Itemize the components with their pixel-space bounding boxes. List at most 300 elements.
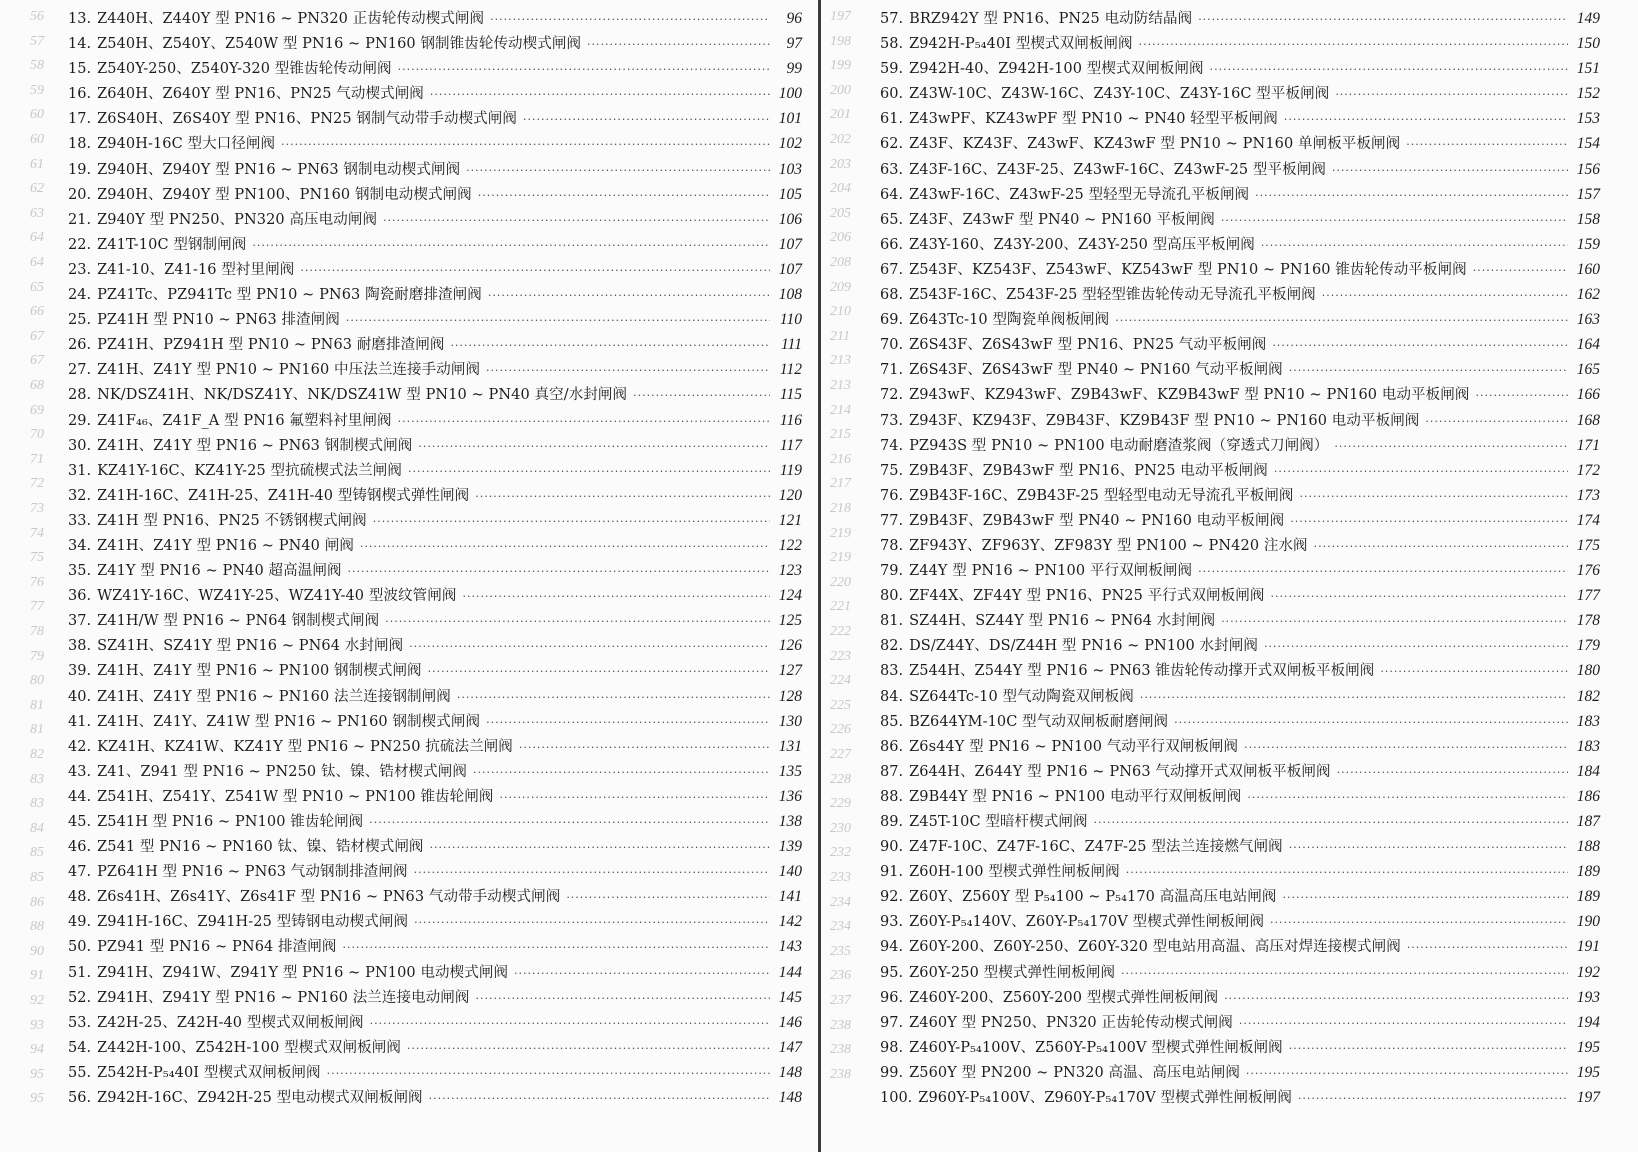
leader-dots (1140, 685, 1568, 710)
entry-title: Z41-10、Z41-16 型衬里闸阀 (97, 261, 295, 278)
leader-dots (475, 484, 770, 509)
toc-entry[interactable] (880, 81, 1600, 106)
entry-title: Z943F、KZ943F、Z9B43F、KZ9B43F 型 PN10 ~ PN160 电动平板闸阀 (909, 412, 1420, 429)
bleed-through-page-number: 76 (30, 574, 44, 590)
bleed-through-page-number: 237 (830, 993, 851, 1008)
leader-dots (1337, 760, 1568, 785)
bleed-through-page-number: 204 (830, 181, 851, 197)
entry-number: 77. (880, 512, 904, 529)
entry-page-number: 144 (778, 963, 802, 981)
toc-entry[interactable] (68, 859, 802, 884)
toc-entry[interactable] (880, 1060, 1600, 1085)
entry-title: PZ41Tc、PZ941Tc 型 PN10 ~ PN63 陶瓷耐磨排渣闸阀 (97, 287, 482, 304)
toc-entry[interactable] (68, 332, 802, 357)
toc-entry[interactable] (880, 332, 1600, 357)
entry-number: 74. (880, 437, 904, 454)
leader-dots (1283, 885, 1569, 910)
entry-page-number: 165 (1576, 361, 1600, 379)
entry-title: Z643Tc-10 型陶瓷单阀板闸阀 (909, 312, 1110, 329)
entry-number: 41. (68, 713, 92, 730)
toc-entry[interactable] (880, 1010, 1600, 1035)
entry-title: Z440H、Z440Y 型 PN16 ~ PN320 正齿轮传动楔式闸阀 (97, 11, 485, 27)
entry-title: Z44Y 型 PN16 ~ PN100 平行双闸板闸阀 (909, 563, 1193, 580)
bleed-through-page-number: 227 (830, 747, 851, 762)
toc-entry[interactable] (880, 859, 1600, 884)
toc-entry[interactable] (68, 834, 802, 859)
toc-entry[interactable] (880, 282, 1600, 307)
leader-dots (346, 308, 770, 333)
toc-entry[interactable] (68, 1010, 802, 1035)
leader-dots (418, 434, 770, 459)
entry-number: 25. (68, 312, 92, 329)
entry-number: 56. (68, 1090, 92, 1107)
entry-title: Z41H、Z41Y 型 PN16 ~ PN63 钢制楔式闸阀 (97, 437, 413, 454)
bleed-through-page-number: 221 (830, 599, 851, 615)
bleed-through-page-number: 213 (830, 353, 851, 369)
leader-dots (1247, 785, 1568, 810)
leader-dots (1335, 82, 1568, 107)
toc-entry[interactable] (68, 1060, 802, 1085)
leader-dots (1261, 233, 1568, 258)
leader-dots (1270, 584, 1568, 609)
toc-entry[interactable] (880, 709, 1600, 734)
entry-title: Z41T-10C 型钢制闸阀 (97, 236, 247, 253)
toc-entry[interactable] (880, 483, 1600, 508)
entry-title: Z41、Z941 型 PN16 ~ PN250 钛、镍、锆材楔式闸阀 (97, 763, 467, 780)
entry-page-number: 188 (1576, 838, 1600, 856)
entry-title: Z942H-P₅₄40I 型楔式双闸板闸阀 (909, 36, 1133, 53)
leader-dots (407, 1036, 770, 1061)
toc-entry[interactable] (880, 1085, 1600, 1110)
toc-entry[interactable] (68, 458, 802, 483)
bleed-through-page-number: 70 (30, 427, 44, 443)
entry-page-number: 125 (778, 612, 802, 630)
entry-number: 94. (880, 939, 904, 956)
toc-entry[interactable] (68, 433, 802, 458)
entry-title: PZ41H 型 PN10 ~ PN63 排渣闸阀 (97, 312, 340, 329)
toc-entry[interactable] (68, 307, 802, 332)
bleed-through-page-number: 95 (30, 1091, 44, 1107)
toc-entry[interactable] (880, 658, 1600, 683)
bleed-through-page-number: 201 (830, 107, 851, 123)
bleed-through-page-number: 95 (30, 1066, 44, 1082)
entry-number: 20. (68, 186, 92, 203)
toc-entry[interactable] (68, 508, 802, 533)
entry-page-number: 148 (778, 1089, 802, 1107)
toc-entry[interactable] (880, 207, 1600, 232)
entry-page-number: 116 (779, 411, 802, 429)
toc-list-right (880, 6, 1600, 1110)
bleed-through-page-number: 77 (30, 599, 44, 615)
toc-entry[interactable] (68, 759, 802, 784)
toc-entry[interactable] (880, 934, 1600, 959)
entry-number: 15. (68, 61, 92, 78)
entry-number: 55. (68, 1064, 92, 1081)
entry-page-number: 164 (1576, 336, 1600, 354)
toc-entry[interactable] (68, 131, 802, 156)
leader-dots (486, 358, 770, 383)
leader-dots (428, 659, 770, 684)
entry-title: Z43W-10C、Z43W-16C、Z43Y-10C、Z43Y-16C 型平板闸阀 (909, 86, 1330, 103)
bleed-through-page-number: 92 (30, 993, 44, 1008)
bleed-through-page-number: 85 (30, 870, 44, 885)
entry-number: 83. (880, 663, 904, 680)
toc-entry[interactable] (880, 6, 1600, 31)
leader-dots (429, 1086, 770, 1111)
entry-title: Z41H、Z41Y 型 PN16 ~ PN100 钢制楔式闸阀 (97, 663, 422, 680)
leader-dots (473, 760, 770, 785)
entry-number: 61. (880, 111, 904, 128)
entry-title: Z540Y-250、Z540Y-320 型锥齿轮传动闸阀 (97, 61, 392, 78)
entry-number: 100. (880, 1090, 913, 1107)
toc-entry[interactable] (880, 56, 1600, 81)
entry-number: 81. (880, 613, 904, 630)
entry-number: 71. (880, 362, 904, 379)
entry-title: Z941H-16C、Z941H-25 型铸钢电动楔式闸阀 (97, 914, 409, 931)
toc-entry[interactable] (68, 934, 802, 959)
entry-number: 90. (880, 839, 904, 856)
leader-dots (1255, 183, 1568, 208)
bleed-through-page-number: 85 (30, 845, 44, 861)
toc-entry[interactable] (880, 734, 1600, 759)
leader-dots (587, 32, 770, 57)
entry-number: 86. (880, 738, 904, 755)
entry-page-number: 142 (778, 913, 802, 931)
entry-number: 91. (880, 864, 904, 881)
toc-entry[interactable] (68, 232, 802, 257)
toc-entry[interactable] (68, 909, 802, 934)
entry-number: 47. (68, 864, 92, 881)
bleed-through-page-number: 220 (830, 574, 851, 590)
toc-entry[interactable] (68, 658, 802, 683)
toc-entry[interactable] (880, 458, 1600, 483)
leader-dots (499, 785, 770, 810)
toc-entry[interactable] (880, 759, 1600, 784)
toc-entry[interactable] (880, 633, 1600, 658)
entry-number: 69. (880, 312, 904, 329)
entry-page-number: 151 (1576, 60, 1600, 78)
toc-entry[interactable] (68, 809, 802, 834)
leader-dots (514, 961, 770, 986)
toc-entry[interactable] (880, 157, 1600, 182)
entry-page-number: 189 (1576, 863, 1600, 881)
entry-title: Z544H、Z544Y 型 PN16 ~ PN63 锥齿轮传动撑开式双闸板平板闸阀 (909, 663, 1375, 680)
entry-title: Z940H-16C 型大口径闸阀 (97, 136, 276, 153)
toc-entry[interactable] (880, 909, 1600, 934)
entry-number: 82. (880, 638, 904, 655)
entry-page-number: 192 (1576, 963, 1600, 981)
leader-dots (1094, 810, 1568, 835)
entry-page-number: 179 (1576, 637, 1600, 655)
leader-dots (348, 559, 770, 584)
entry-title: Z43F、Z43wF 型 PN40 ~ PN160 平板闸阀 (909, 211, 1215, 228)
entry-page-number: 122 (778, 536, 802, 554)
toc-list-left (68, 6, 802, 1110)
entry-title: Z542H-P₅₄40I 型楔式双闸板闸阀 (97, 1064, 321, 1081)
leader-dots (523, 107, 770, 132)
bleed-through-page-number: 215 (830, 427, 851, 443)
entry-page-number: 123 (778, 562, 802, 580)
entry-title: PZ641H 型 PN16 ~ PN63 气动钢制排渣闸阀 (97, 864, 408, 881)
entry-title: Z9B43F-16C、Z9B43F-25 型轻型电动无导流孔平板闸阀 (909, 487, 1294, 504)
toc-entry[interactable] (68, 985, 802, 1010)
entry-page-number: 150 (1576, 35, 1600, 53)
bleed-through-page-number: 57 (30, 33, 44, 49)
entry-title: SZ41H、SZ41Y 型 PN16 ~ PN64 水封闸阀 (97, 638, 404, 655)
entry-page-number: 117 (779, 436, 802, 454)
toc-entry[interactable] (880, 1035, 1600, 1060)
entry-title: Z60H-100 型楔式弹性闸板闸阀 (909, 864, 1120, 881)
entry-number: 21. (68, 211, 92, 228)
entry-page-number: 171 (1576, 436, 1600, 454)
toc-entry[interactable] (880, 608, 1600, 633)
bleed-through-page-number: 67 (30, 353, 44, 369)
leader-dots (1115, 308, 1568, 333)
bleed-through-page-number: 230 (830, 820, 851, 836)
entry-number: 42. (68, 738, 92, 755)
entry-page-number: 184 (1576, 762, 1600, 780)
toc-entry[interactable] (880, 433, 1600, 458)
toc-entry[interactable] (880, 884, 1600, 909)
entry-page-number: 107 (778, 235, 802, 253)
leader-dots (1332, 158, 1568, 183)
bleed-through-page-number: 203 (830, 156, 851, 172)
toc-entry[interactable] (68, 884, 802, 909)
entry-number: 18. (68, 136, 92, 153)
bleed-through-page-number: 79 (30, 648, 44, 664)
entry-title: Z940Y 型 PN250、PN320 高压电动闸阀 (97, 211, 378, 228)
toc-entry[interactable] (880, 533, 1600, 558)
toc-entry[interactable] (880, 182, 1600, 207)
toc-entry[interactable] (68, 583, 802, 608)
entry-title: Z543F-16C、Z543F-25 型轻型锥齿轮传动无导流孔平板闸阀 (909, 287, 1316, 304)
entry-number: 68. (880, 287, 904, 304)
entry-title: Z41H 型 PN16、PN25 不锈钢楔式闸阀 (97, 512, 367, 529)
bleed-through-page-number: 86 (30, 894, 44, 910)
toc-entry[interactable] (68, 207, 802, 232)
toc-entry[interactable] (880, 257, 1600, 282)
toc-entry[interactable] (68, 31, 802, 56)
entry-page-number: 103 (778, 160, 802, 178)
entry-page-number: 99 (786, 60, 802, 78)
toc-entry[interactable] (880, 583, 1600, 608)
entry-number: 39. (68, 663, 92, 680)
toc-entry[interactable] (880, 784, 1600, 809)
entry-title: Z41H、Z41Y 型 PN16 ~ PN40 闸阀 (97, 537, 354, 554)
right-page (823, 0, 1638, 1152)
entry-number: 51. (68, 964, 92, 981)
toc-entry[interactable] (880, 382, 1600, 407)
bleed-through-page-number: 72 (30, 476, 44, 492)
entry-page-number: 158 (1576, 210, 1600, 228)
bleed-through-page-number: 83 (30, 771, 44, 787)
leader-dots (1289, 835, 1568, 860)
leader-dots (414, 860, 770, 885)
toc-entry[interactable] (68, 106, 802, 131)
entry-title: Z541H、Z541Y、Z541W 型 PN10 ~ PN100 锥齿轮闸阀 (97, 788, 494, 805)
entry-title: Z6S43F、Z6S43wF 型 PN40 ~ PN160 气动平板闸阀 (909, 362, 1283, 379)
entry-number: 36. (68, 588, 92, 605)
toc-entry[interactable] (68, 734, 802, 759)
bleed-through-page-number: 226 (830, 722, 851, 738)
toc-entry[interactable] (880, 408, 1600, 433)
bleed-through-page-number: 81 (30, 697, 44, 713)
entry-title: Z41F₄₆、Z41F_A 型 PN16 氟塑料衬里闸阀 (97, 412, 392, 429)
toc-entry[interactable] (68, 483, 802, 508)
toc-entry[interactable] (880, 106, 1600, 131)
toc-entry[interactable] (68, 257, 802, 282)
entry-page-number: 168 (1576, 411, 1600, 429)
entry-title: SZ44H、SZ44Y 型 PN16 ~ PN64 水封闸阀 (909, 613, 1216, 630)
entry-number: 80. (880, 588, 904, 605)
leader-dots (383, 208, 770, 233)
toc-entry[interactable] (68, 709, 802, 734)
entry-page-number: 139 (778, 838, 802, 856)
entry-title: Z942H-16C、Z942H-25 型电动楔式双闸板闸阀 (97, 1090, 423, 1107)
entry-number: 19. (68, 161, 92, 178)
entry-page-number: 183 (1576, 712, 1600, 730)
entry-page-number: 191 (1576, 938, 1600, 956)
toc-entry[interactable] (68, 6, 802, 31)
toc-entry[interactable] (880, 232, 1600, 257)
entry-title: Z460Y-200、Z560Y-200 型楔式弹性闸板闸阀 (909, 989, 1219, 1006)
toc-entry[interactable] (880, 31, 1600, 56)
leader-dots (1407, 935, 1568, 960)
entry-title: DS/Z44Y、DS/Z44H 型 PN16 ~ PN100 水封闸阀 (909, 638, 1258, 655)
toc-entry[interactable] (880, 307, 1600, 332)
bleed-through-page-number: 202 (830, 132, 851, 147)
entry-number: 98. (880, 1039, 904, 1056)
toc-entry[interactable] (68, 633, 802, 658)
entry-title: Z541 型 PN16 ~ PN160 钛、镍、锆材楔式闸阀 (97, 839, 424, 856)
toc-entry[interactable] (880, 357, 1600, 382)
entry-page-number: 136 (778, 787, 802, 805)
toc-entry[interactable] (68, 282, 802, 307)
bleed-through-page-number: 233 (830, 870, 851, 885)
entry-number: 49. (68, 914, 92, 931)
leader-dots (342, 935, 770, 960)
toc-entry[interactable] (68, 784, 802, 809)
entry-title: Z41Y 型 PN16 ~ PN40 超高温闸阀 (97, 563, 342, 580)
entry-number: 57. (880, 11, 904, 27)
toc-entry[interactable] (68, 1085, 802, 1110)
entry-number: 50. (68, 939, 92, 956)
entry-number: 97. (880, 1014, 904, 1031)
entry-title: Z6s44Y 型 PN16 ~ PN100 气动平行双闸板闸阀 (909, 738, 1239, 755)
bleed-through-page-number: 60 (30, 107, 44, 123)
entry-page-number: 160 (1576, 260, 1600, 278)
leader-dots (281, 132, 770, 157)
entry-number: 72. (880, 387, 904, 404)
entry-page-number: 143 (778, 938, 802, 956)
bleed-through-page-number: 199 (830, 58, 851, 74)
entry-page-number: 157 (1576, 185, 1600, 203)
toc-entry[interactable] (880, 131, 1600, 156)
leader-dots (1126, 860, 1568, 885)
toc-entry[interactable] (880, 508, 1600, 533)
leader-dots (408, 459, 770, 484)
entry-title: Z942H-40、Z942H-100 型楔式双闸板闸阀 (909, 61, 1204, 78)
bleed-through-page-number: 225 (830, 697, 851, 713)
leader-dots (1174, 710, 1568, 735)
toc-entry[interactable] (68, 558, 802, 583)
toc-entry[interactable] (68, 56, 802, 81)
toc-entry[interactable] (880, 834, 1600, 859)
entry-page-number: 153 (1576, 110, 1600, 128)
bleed-through-page-number: 56 (30, 9, 44, 24)
bleed-through-page-number: 81 (30, 722, 44, 738)
entry-page-number: 97 (786, 35, 802, 53)
entry-title: PZ41H、PZ941H 型 PN10 ~ PN63 耐磨排渣闸阀 (97, 337, 445, 354)
bleed-through-page-number: 64 (30, 255, 44, 270)
entry-page-number: 111 (781, 336, 802, 354)
entry-page-number: 96 (786, 10, 802, 27)
leader-dots (1264, 634, 1568, 659)
leader-dots (1198, 7, 1568, 32)
toc-entry[interactable] (68, 382, 802, 407)
toc-entry[interactable] (68, 357, 802, 382)
entry-page-number: 190 (1576, 913, 1600, 931)
entry-page-number: 147 (778, 1038, 802, 1056)
entry-title: Z943wF、KZ943wF、Z9B43wF、KZ9B43wF 型 PN10 ~ PN160 电动平板闸阀 (909, 387, 1470, 404)
toc-entry[interactable] (880, 985, 1600, 1010)
toc-entry[interactable] (68, 408, 802, 433)
toc-entry[interactable] (68, 960, 802, 985)
toc-entry[interactable] (880, 809, 1600, 834)
entry-number: 62. (880, 136, 904, 153)
entry-number: 30. (68, 437, 92, 454)
toc-entry[interactable] (68, 533, 802, 558)
leader-dots (1334, 434, 1568, 459)
leader-dots (519, 735, 770, 760)
entry-number: 37. (68, 613, 92, 630)
toc-entry[interactable] (880, 684, 1600, 709)
toc-entry[interactable] (880, 960, 1600, 985)
entry-title: Z43F、KZ43F、Z43wF、KZ43wF 型 PN10 ~ PN160 单闸板平板闸阀 (909, 136, 1401, 153)
entry-number: 84. (880, 688, 904, 705)
leader-dots (1221, 609, 1568, 634)
toc-entry[interactable] (880, 558, 1600, 583)
toc-entry[interactable] (68, 157, 802, 182)
entry-number: 32. (68, 487, 92, 504)
entry-number: 22. (68, 236, 92, 253)
entry-number: 17. (68, 111, 92, 128)
toc-entry[interactable] (68, 81, 802, 106)
toc-entry[interactable] (68, 1035, 802, 1060)
entry-title: Z60Y-200、Z60Y-250、Z60Y-320 型电站用高温、高压对焊连接楔式闸阀 (909, 939, 1401, 956)
entry-page-number: 148 (778, 1063, 802, 1081)
entry-title: Z541H 型 PN16 ~ PN100 锥齿轮闸阀 (97, 814, 364, 830)
toc-entry[interactable] (68, 608, 802, 633)
entry-page-number: 105 (778, 185, 802, 203)
page-divider (818, 0, 821, 1152)
entry-title: PZ941 型 PN16 ~ PN64 排渣闸阀 (97, 939, 337, 956)
entry-number: 59. (880, 61, 904, 78)
toc-entry[interactable] (68, 684, 802, 709)
entry-number: 66. (880, 236, 904, 253)
toc-entry[interactable] (68, 182, 802, 207)
bleed-through-page-number: 209 (830, 279, 851, 295)
leader-dots (1284, 107, 1568, 132)
entry-title: Z540H、Z540Y、Z540W 型 PN16 ~ PN160 钢制锥齿轮传动楔式闸阀 (97, 36, 582, 53)
leader-dots (1270, 910, 1568, 935)
leader-dots (1289, 358, 1568, 383)
leader-dots (1290, 509, 1568, 534)
entry-page-number: 127 (778, 662, 802, 680)
entry-title: Z43wF-16C、Z43wF-25 型轻型无导流孔平板闸阀 (909, 186, 1250, 203)
entry-title: Z560Y 型 PN200 ~ PN320 高温、高压电站闸阀 (909, 1064, 1240, 1081)
bleed-through-page-number: 211 (830, 328, 850, 344)
